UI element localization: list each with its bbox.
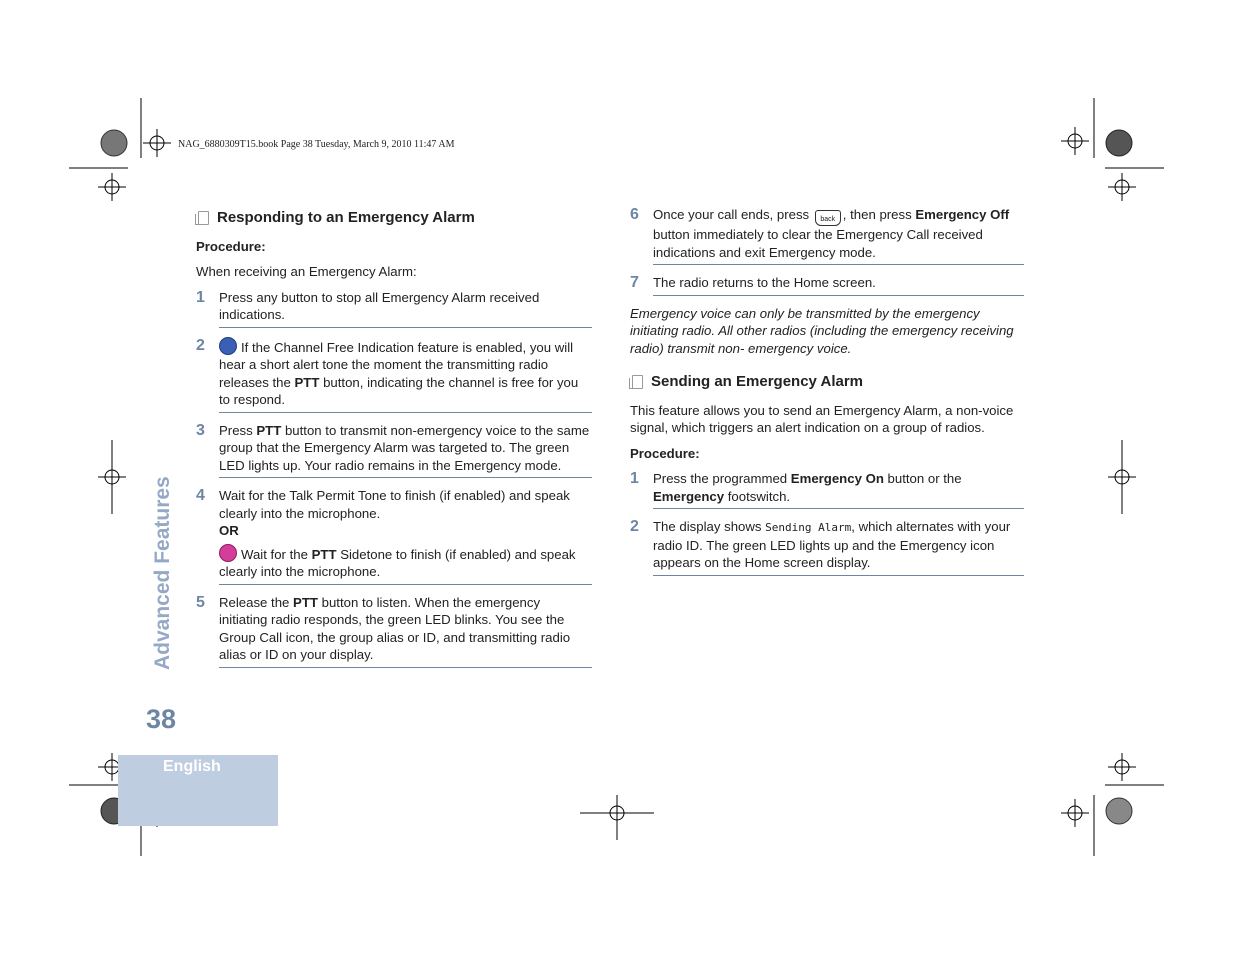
- step-number: 1: [196, 288, 205, 306]
- section-icon: [198, 211, 209, 225]
- note-text: Emergency voice can only be transmitted by the emergency initiating radio. All other radios (including the emergency receiving radio) transmit non- emergency voice.: [630, 305, 1014, 356]
- step-number: 3: [196, 421, 205, 439]
- step-1: 1 Press the programmed Emergency On button or the Emergency footswitch.: [630, 470, 1024, 509]
- back-key-icon: back: [815, 210, 841, 226]
- language-tab: English: [118, 755, 278, 826]
- or-label: OR: [219, 523, 239, 538]
- step-text: Press any button to stop all Emergency Alarm received indications.: [219, 289, 540, 322]
- section-title-responding: Responding to an Emergency Alarm: [196, 209, 592, 227]
- right-column: [630, 206, 1024, 585]
- section-title-sending: Sending an Emergency Alarm: [630, 373, 1024, 391]
- procedure-label: Procedure:: [196, 238, 266, 254]
- step-3: 3 Press PTT button to transmit non-emergency voice to the same group that the Emergency Alarm was targeted to. The green LED lights up. Your radio remains in the Emergency mode.: [196, 422, 592, 479]
- channel-free-icon: [219, 337, 237, 355]
- print-header: NAG_6880309T15.book Page 38 Tuesday, March 9, 2010 11:47 AM: [178, 139, 455, 150]
- step-number: 2: [630, 518, 639, 535]
- section-icon: [632, 375, 643, 389]
- step-4: 4 Wait for the Talk Permit Tone to finish (if enabled) and speak clearly into the microphone. OR Wait for the PTT Sidetone to finish (if enabled) and speak clearly into the microphone.: [196, 487, 592, 585]
- step-number: 7: [630, 274, 639, 291]
- step-number: 5: [196, 593, 205, 611]
- step-1: [196, 289, 592, 328]
- step-5: 5 Release the PTT button to listen. When the emergency initiating radio responds, the green LED blinks. You see the Group Call icon, the group alias or ID, and transmitting radio alias or ID on your display.: [196, 594, 592, 668]
- page-number: 38: [146, 704, 177, 734]
- sidetone-icon: [219, 544, 237, 562]
- step-6: 6 Once your call ends, press back , then press Emergency Off button immediately to clear the Emergency Call received indications and exit Emergency mode.: [630, 206, 1024, 265]
- procedure-label: Procedure:: [630, 445, 700, 461]
- step-number: 1: [630, 470, 639, 487]
- left-column: [196, 209, 592, 677]
- step-2: 2 The display shows Sending Alarm, which alternates with your radio ID. The green LED lights up and the Emergency icon appears on the Home screen display.: [630, 518, 1024, 576]
- step-number: 4: [196, 487, 205, 504]
- step-number: 6: [630, 206, 639, 223]
- intro-text: This feature allows you to send an Emergency Alarm, a non-voice signal, which triggers an alert indication on a group of radios.: [630, 402, 1014, 435]
- step-7: 7 The radio returns to the Home screen.: [630, 274, 1024, 296]
- step-number: 2: [196, 336, 205, 354]
- intro-text: When receiving an Emergency Alarm:: [196, 264, 417, 279]
- side-tab: Advanced Features: [151, 476, 174, 670]
- step-2: 2 If the Channel Free Indication feature is enabled, you will hear a short alert tone the moment the transmitting radio releases the PTT button, indicating the channel is free for you to respond.: [196, 337, 592, 413]
